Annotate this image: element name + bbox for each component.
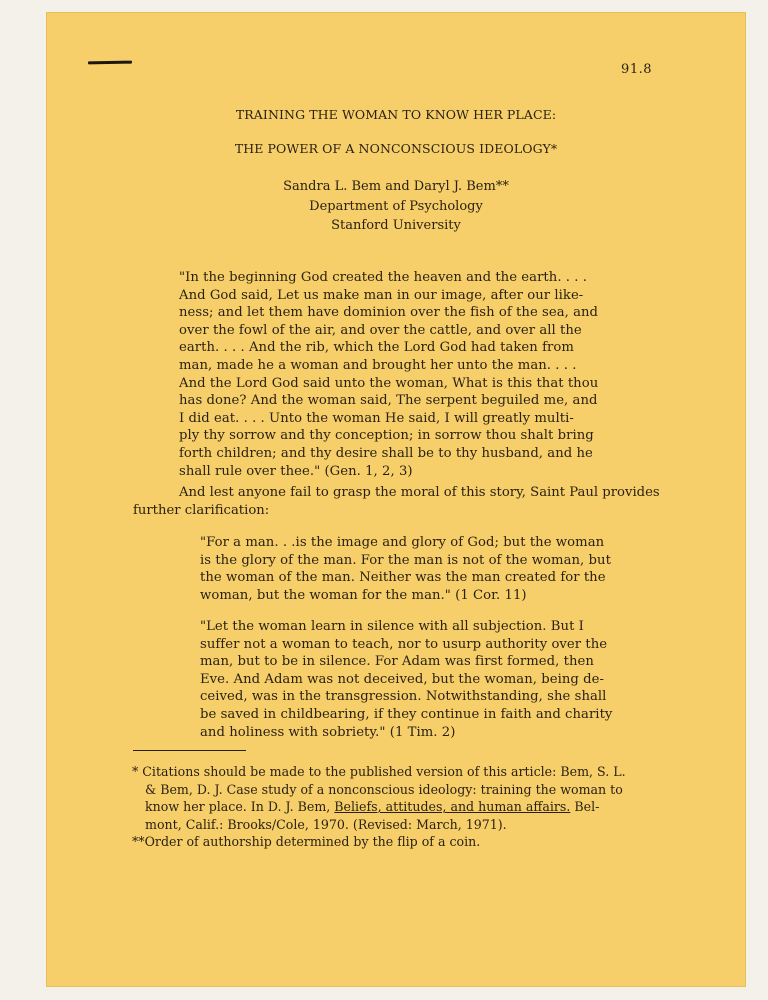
epigraph-genesis [179,269,598,480]
footnote-line: mont, Calif.: Brooks/Cole, 1970. (Revised: March, 1971). [145,816,507,832]
university: Stanford University [331,218,461,233]
quote-line: has done? And the woman said, The serpent beguiled me, and [179,393,598,409]
footnote-line [132,798,626,816]
quote-line: the woman of the man. Neither was the man created for the [200,570,606,586]
quote-line: ness; and let them have dominion over the fish of the sea, and [179,305,599,321]
epigraph-corinthians [200,534,611,604]
footnote-line: * Citations should be made to the published version of this article: Bem, S. L. [132,764,626,779]
quote-line: man, made he a woman and brought her unto the man. . . . [179,357,577,373]
quote-line: and holiness with sobriety." (1 Tim. 2) [200,724,456,740]
footnote-text: Bel- [570,799,600,815]
quote-line: I did eat. . . . Unto the woman He said, I will greatly multi- [179,410,574,426]
quote-line: man, but to be in silence. For Adam was first formed, then [200,654,594,670]
quote-line: And God said, Let us make man in our image, after our like- [179,287,584,303]
footnote-text: know her place. In D. J. Bem, [145,799,335,815]
footnote-line: & Bem, D. J. Case study of a nonconscious ideology: training the woman to [145,781,623,797]
title-line-1: TRAINING THE WOMAN TO KNOW HER PLACE: [235,107,557,122]
footnote-divider [133,750,246,751]
quote-line: forth children; and thy desire shall be to thy husband, and he [179,445,593,461]
quote-line: is the glory of the man. For the man is not of the woman, but [200,552,611,568]
quote-line: woman, but the woman for the man." (1 Cor. 11) [200,587,527,603]
quote-line: And the Lord God said unto the woman, What is this that thou [179,375,599,391]
quote-line: "Let the woman learn in silence with all subjection. But I [200,619,584,634]
authors: Sandra L. Bem and Daryl J. Bem** [283,179,509,194]
title-line-2: THE POWER OF A NONCONSCIOUS IDEOLOGY* [234,141,558,156]
quote-line: "For a man. . .is the image and glory of God; but the woman [200,535,605,550]
pen-mark [88,61,132,65]
narrative-line: further clarification: [133,502,270,518]
quote-line: Eve. And Adam was not deceived, but the woman, being de- [200,671,604,687]
department: Department of Psychology [309,198,483,214]
paper-sheet [46,12,746,987]
narrative-paragraph [133,484,660,519]
quote-line: ceived, was in the transgression. Notwithstanding, she shall [200,689,607,705]
quote-line: over the fowl of the air, and over the cattle, and over all the [179,322,582,338]
author-block [46,177,746,236]
quote-line: suffer not a woman to teach, nor to usurp authority over the [200,636,608,652]
footnotes [132,763,626,851]
narrative-line: And lest anyone fail to grasp the moral of this story, Saint Paul provides [179,485,660,500]
footnote-line: **Order of authorship determined by the flip of a coin. [132,834,481,850]
quote-line: "In the beginning God created the heaven and the earth. . . . [179,270,588,285]
book-title: Beliefs, attitudes, and human affairs. [334,799,571,815]
quote-line: earth. . . . And the rib, which the Lord God had taken from [179,340,574,356]
quote-line: ply thy sorrow and thy conception; in sorrow thou shalt bring [179,428,594,444]
quote-line: be saved in childbearing, if they continue in faith and charity [200,706,613,722]
epigraph-timothy [200,618,612,741]
page-number: 91.8 [621,62,652,77]
quote-line: shall rule over thee." (Gen. 1, 2, 3) [179,463,413,479]
